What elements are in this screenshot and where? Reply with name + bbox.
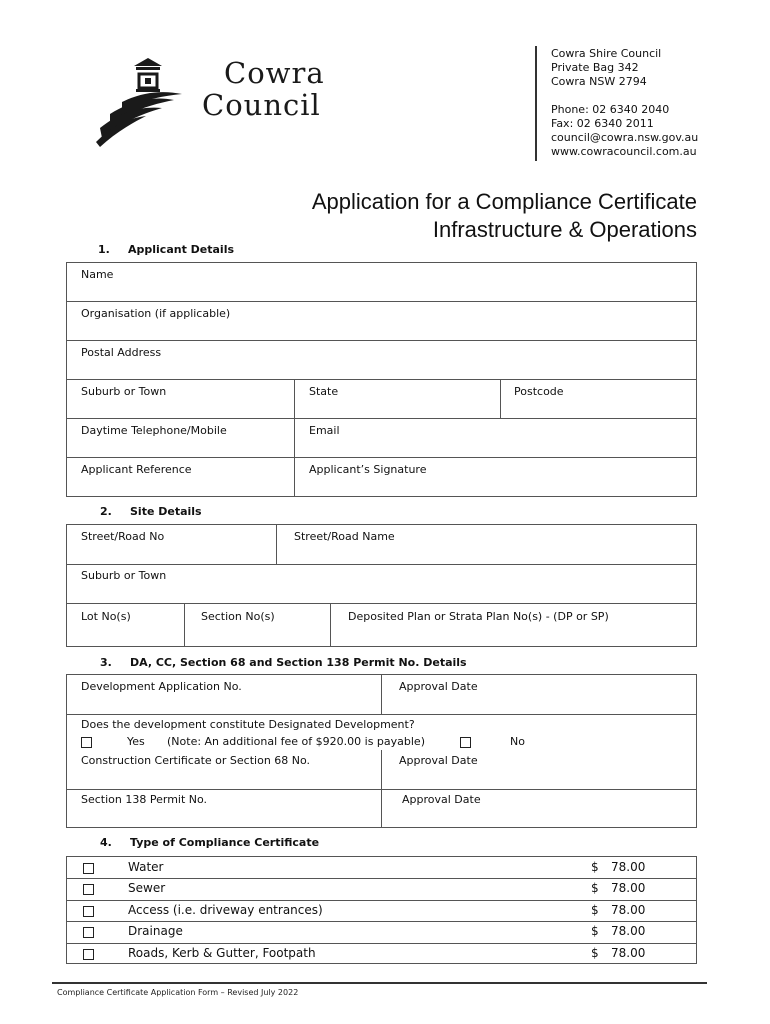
designated-question: Does the development constitute Designated Development?: [81, 718, 415, 731]
water-price: 78.00: [611, 860, 646, 874]
footer-text: Compliance Certificate Application Form – Revised July 2022: [57, 988, 299, 997]
council-logo-icon: [92, 52, 184, 147]
reference-field[interactable]: Applicant Reference: [81, 463, 192, 476]
contact-block: [551, 47, 698, 159]
s138-approval-date-field[interactable]: Approval Date: [402, 793, 481, 806]
access-price: 78.00: [611, 903, 646, 917]
designated-yes-label: Yes: [127, 735, 145, 748]
water-checkbox[interactable]: [83, 863, 94, 874]
footer-rule: [52, 982, 707, 984]
applicant-details-form: [66, 262, 697, 497]
contact-fax: Fax: 02 6340 2011: [551, 117, 654, 130]
section-number-field[interactable]: Section No(s): [201, 610, 275, 623]
contact-divider: [535, 46, 537, 161]
roads-currency: $: [591, 946, 599, 960]
contact-phone: Phone: 02 6340 2040: [551, 103, 670, 116]
contact-website: www.cowracouncil.com.au: [551, 145, 697, 158]
postcode-field[interactable]: Postcode: [514, 385, 564, 398]
road-number-field[interactable]: Street/Road No: [81, 530, 165, 543]
contact-line: Cowra Shire Council: [551, 47, 662, 60]
section-1-heading: [98, 243, 234, 256]
council-logo: [92, 52, 342, 147]
suburb-field[interactable]: Suburb or Town: [81, 385, 167, 398]
water-currency: $: [591, 860, 599, 874]
state-field[interactable]: State: [309, 385, 339, 398]
drainage-price: 78.00: [611, 924, 646, 938]
da-approval-date-field[interactable]: Approval Date: [399, 680, 478, 693]
title-line1: Application for a Compliance Certificate: [311, 189, 697, 214]
cc-approval-date-field[interactable]: Approval Date: [399, 754, 478, 767]
section-2-heading: [100, 505, 202, 518]
organisation-field[interactable]: Organisation (if applicable): [81, 307, 231, 320]
designated-fee-note: (Note: An additional fee of $920.00 is payable): [167, 735, 425, 748]
section-title: DA, CC, Section 68 and Section 138 Permit No. Details: [130, 656, 467, 669]
contact-line: Private Bag 342: [551, 61, 639, 74]
s138-permit-field[interactable]: Section 138 Permit No.: [81, 793, 208, 806]
roads-label: Roads, Kerb & Gutter, Footpath: [128, 946, 316, 960]
roads-checkbox[interactable]: [83, 949, 94, 960]
site-suburb-field[interactable]: Suburb or Town: [81, 569, 167, 582]
section-number: 1.: [98, 243, 110, 256]
section-3-heading: [100, 656, 467, 669]
section-number: 2.: [100, 505, 112, 518]
certificate-type-list: [66, 856, 697, 964]
contact-line: Cowra NSW 2794: [551, 75, 647, 88]
roads-price: 78.00: [611, 946, 646, 960]
da-number-field[interactable]: Development Application No.: [81, 680, 242, 693]
sewer-price: 78.00: [611, 881, 646, 895]
designated-yes-checkbox[interactable]: [81, 737, 92, 748]
designated-no-label: No: [510, 735, 525, 748]
logo-line1: Cowra: [224, 56, 325, 90]
sewer-label: Sewer: [128, 881, 166, 895]
road-name-field[interactable]: Street/Road Name: [294, 530, 395, 543]
section-number: 4.: [100, 836, 112, 849]
section-number: 3.: [100, 656, 112, 669]
drainage-checkbox[interactable]: [83, 927, 94, 938]
page-title: [197, 188, 697, 244]
cc-number-field[interactable]: Construction Certificate or Section 68 No.: [81, 754, 311, 767]
sewer-currency: $: [591, 881, 599, 895]
designated-no-checkbox[interactable]: [460, 737, 471, 748]
name-field[interactable]: Name: [81, 268, 114, 281]
section-title: Applicant Details: [128, 243, 235, 256]
drainage-currency: $: [591, 924, 599, 938]
phone-field[interactable]: Daytime Telephone/Mobile: [81, 424, 227, 437]
postal-address-field[interactable]: Postal Address: [81, 346, 162, 359]
drainage-label: Drainage: [128, 924, 183, 938]
section-title: Type of Compliance Certificate: [130, 836, 320, 849]
signature-field[interactable]: Applicant’s Signature: [309, 463, 427, 476]
sewer-checkbox[interactable]: [83, 884, 94, 895]
title-line2: Infrastructure & Operations: [432, 217, 697, 242]
site-details-form: [66, 524, 697, 647]
water-label: Water: [128, 860, 164, 874]
section-4-heading: [100, 836, 319, 849]
email-field[interactable]: Email: [309, 424, 340, 437]
deposited-plan-field[interactable]: Deposited Plan or Strata Plan No(s) - (DP or SP): [348, 610, 609, 623]
section-title: Site Details: [130, 505, 202, 518]
logo-line2: Council: [202, 88, 321, 122]
lot-number-field[interactable]: Lot No(s): [81, 610, 131, 623]
access-checkbox[interactable]: [83, 906, 94, 917]
permit-details-form: [66, 674, 697, 828]
contact-email: council@cowra.nsw.gov.au: [551, 131, 699, 144]
access-label: Access (i.e. driveway entrances): [128, 903, 323, 917]
access-currency: $: [591, 903, 599, 917]
